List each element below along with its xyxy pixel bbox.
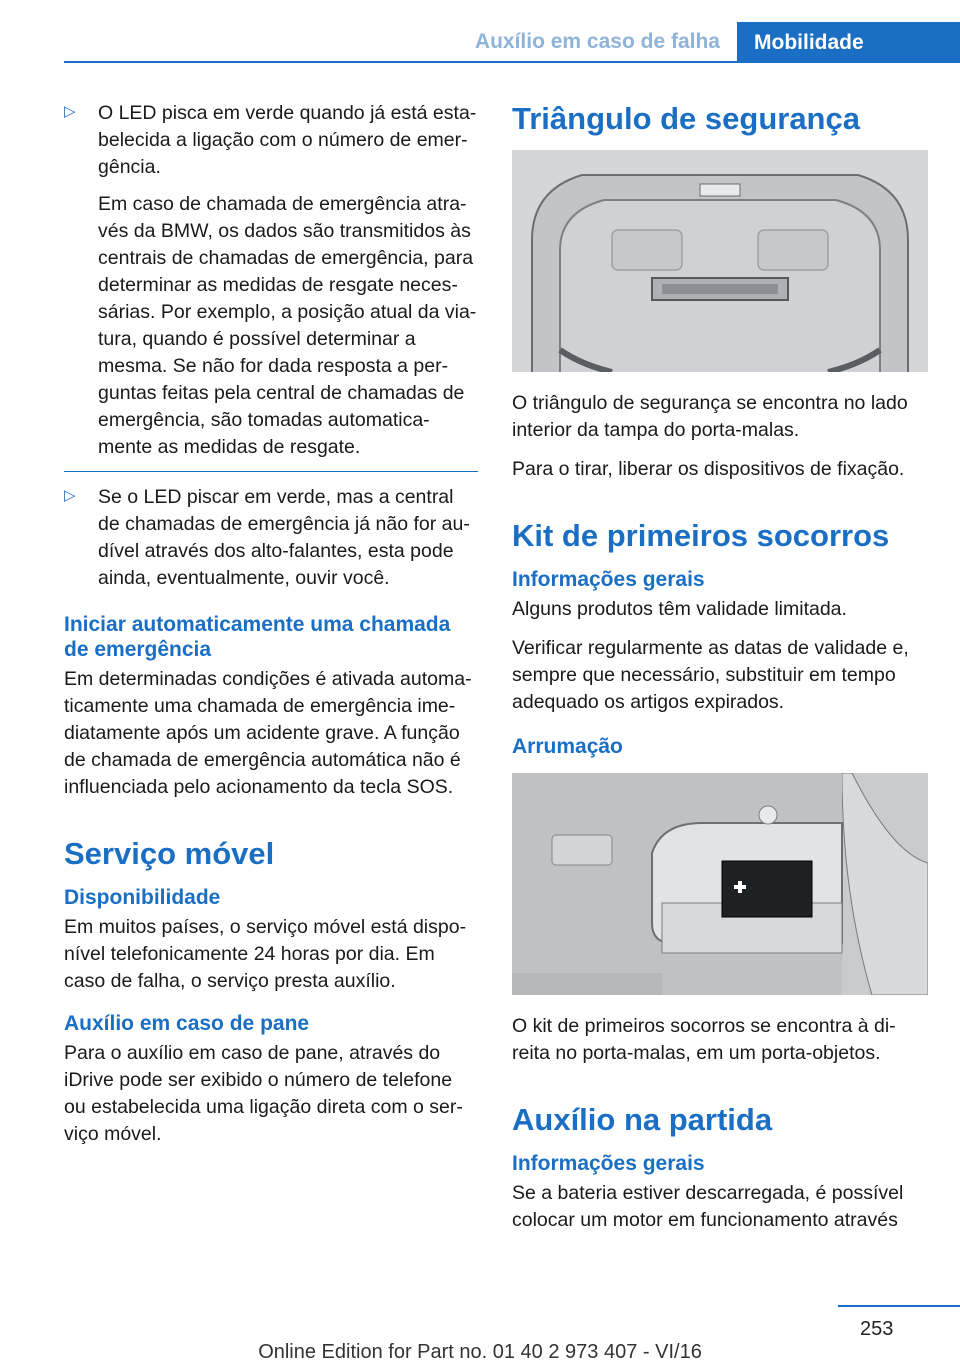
storage-text: O kit de primeiros socorros se encontra à di-reita no porta-malas, em um porta-objetos. <box>512 1015 896 1064</box>
left-column <box>64 100 478 1160</box>
breakdown-text: Para o auxílio em caso de pane, através do iDrive pode ser exibido o número de telefone ou estabelecida uma ligação direta com o ser-viço móvel. <box>64 1042 463 1145</box>
bullet-text: Em caso de chamada de emergência atra-vés da BMW, os dados são transmitidos às centrais de chamadas de emergência, para determinar as medidas de resgate neces-sárias. Por exemplo, a posição atual da via-tura, quando é possível determinar a mesma. Se não for dada resposta a per-guntas feitas pela central de chamadas de emergência, são tomadas automatica-mente as medidas de resgate. <box>98 193 477 458</box>
breakdown-heading: Auxílio em caso de pane <box>64 1012 310 1035</box>
first-aid-kit-drawing <box>512 773 928 995</box>
availability-text: Em muitos países, o serviço móvel está dispo-nível telefonicamente 24 horas por dia. Em caso de falha, o serviço presta auxílio. <box>64 916 467 992</box>
mobile-service-title: Serviço móvel <box>64 836 275 871</box>
first-aid-title: Kit de primeiros socorros <box>512 518 890 553</box>
trunk-lid-drawing <box>512 150 928 372</box>
right-column <box>512 100 930 1246</box>
availability-heading: Disponibilidade <box>64 886 221 909</box>
header-rule <box>64 61 960 63</box>
bullet-item <box>64 484 478 592</box>
bullet-text: O LED pisca em verde quando já está esta-belecida a ligação com o número de emer-gência. <box>98 102 477 178</box>
triangle-text: Para o tirar, liberar os dispositivos de fixação. <box>512 458 905 480</box>
first-aid-general-heading: Informações gerais <box>512 568 705 591</box>
storage-heading: Arrumação <box>512 735 623 758</box>
jump-start-general-heading: Informações gerais <box>512 1152 705 1175</box>
header-section-title: Auxílio em caso de falha <box>474 30 720 53</box>
trunk-lid-illustration <box>512 150 928 372</box>
auto-call-heading: Iniciar automaticamente uma chamada de emergência <box>64 613 451 661</box>
triangle-bullet-icon: ▷ <box>64 487 76 504</box>
edition-line: Online Edition for Part no. 01 40 2 973 407 - VI/16 <box>258 1341 702 1363</box>
triangle-text: O triângulo de segurança se encontra no lado interior da tampa do porta-malas. <box>512 392 908 441</box>
triangle-title: Triângulo de segurança <box>512 101 860 136</box>
jump-start-title: Auxílio na partida <box>512 1102 773 1137</box>
auto-call-text: Em determinadas condições é ativada automa-ticamente uma chamada de emergência ime-diatamente após um acidente grave. A função de chamada de emergência automática não é influenciada pelo acionamento da tecla SOS. <box>64 668 472 798</box>
footer-rule <box>838 1305 960 1307</box>
bullet-separator <box>64 471 478 472</box>
header-chapter-tab <box>737 22 960 63</box>
first-aid-kit-illustration <box>512 773 928 995</box>
jump-start-general-text: Se a bateria estiver descarregada, é possível colocar um motor em funcionamento através <box>512 1182 904 1231</box>
header-chapter-label: Mobilidade <box>754 31 864 54</box>
first-aid-general-text: Alguns produtos têm validade limitada. <box>512 598 847 620</box>
bullet-text: Se o LED piscar em verde, mas a central de chamadas de emergência já não for au-dível através dos alto-falantes, esta pode ainda, eventualmente, ouvir você. <box>98 486 470 589</box>
first-aid-general-text: Verificar regularmente as datas de validade e, sempre que necessário, substituir em tempo adequado os artigos expirados. <box>512 637 909 713</box>
triangle-bullet-icon: ▷ <box>64 103 76 120</box>
bullet-item <box>64 100 478 461</box>
page-number: 253 <box>860 1318 894 1340</box>
